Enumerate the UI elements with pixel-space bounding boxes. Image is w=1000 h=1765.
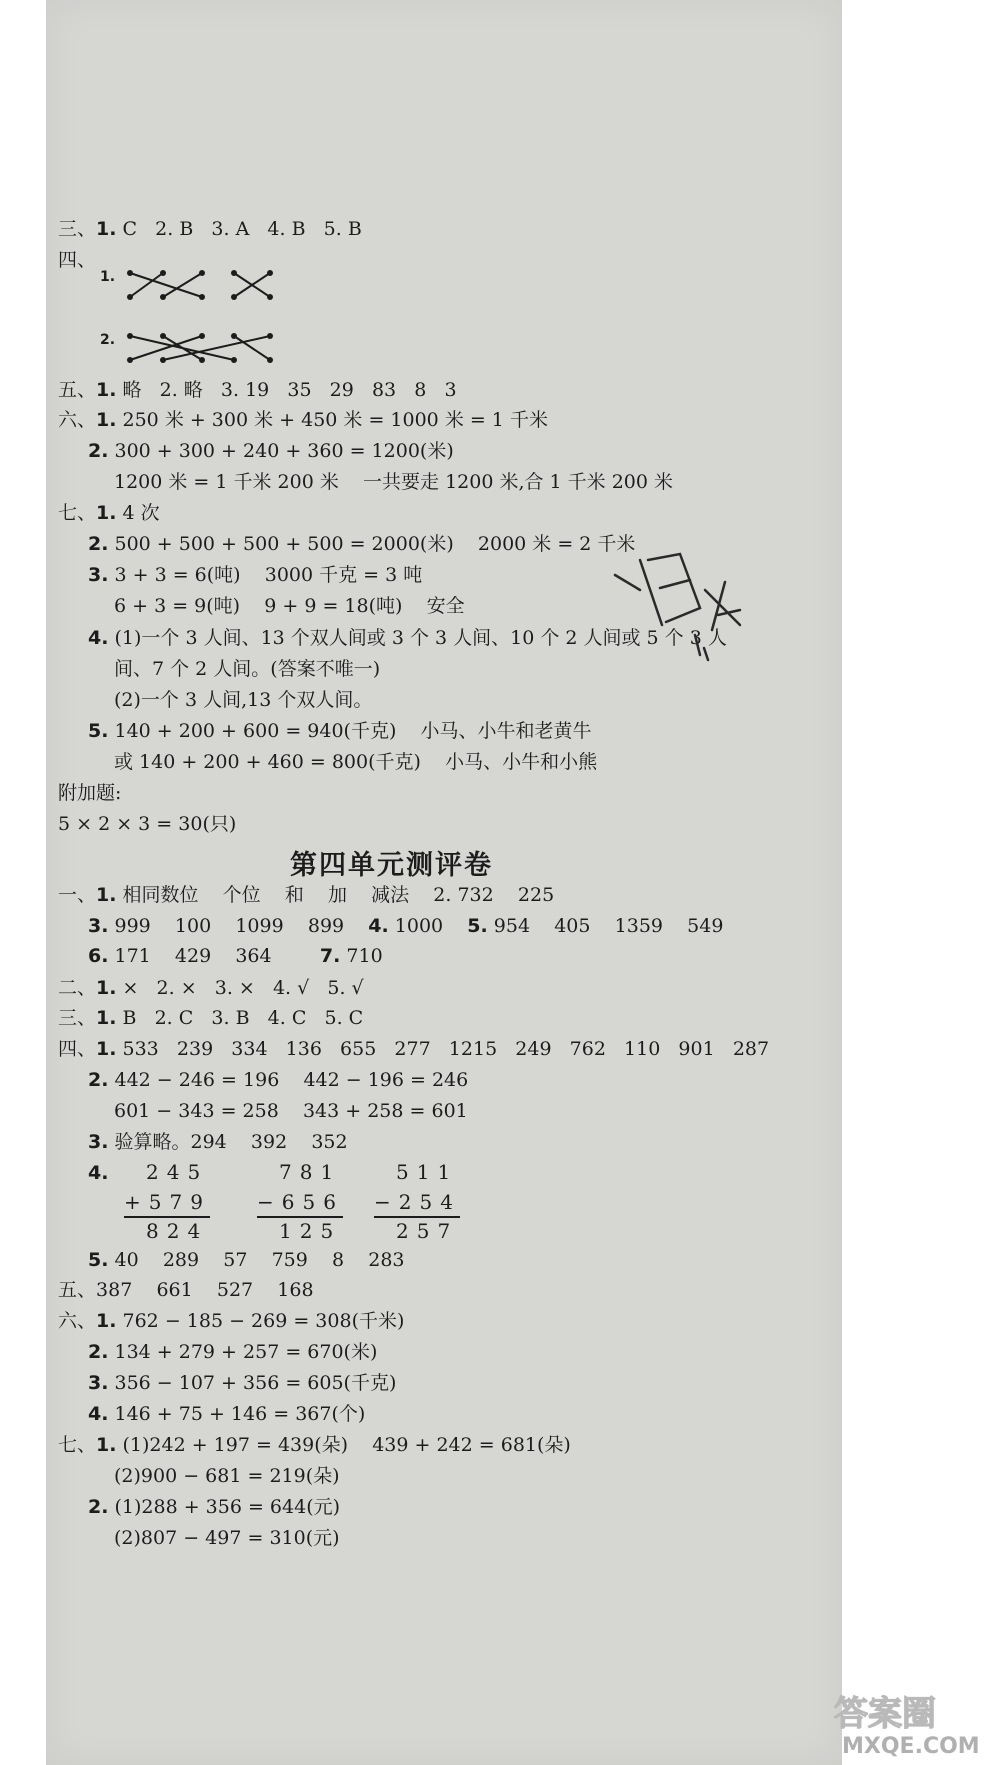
matching-diagram-2 xyxy=(120,328,280,368)
answer-line: 5 × 2 × 3 = 30(只) xyxy=(58,813,237,835)
calc-operand: −656 xyxy=(257,1190,344,1214)
answer-number: 4. xyxy=(88,1162,109,1184)
answer-line: 1200 米 = 1 千米 200 米 一共要走 1200 米,合 1 千米 200 米 xyxy=(114,471,674,493)
answer-line: 二、1. × 2. × 3. × 4. √ 5. √ xyxy=(58,977,364,999)
answer-line: 2. 300 + 300 + 240 + 360 = 1200(米) xyxy=(88,440,454,462)
calc-result: 125 xyxy=(279,1219,342,1243)
watermark-logo xyxy=(828,1687,988,1759)
answer-line: (2)900 − 681 = 219(朵) xyxy=(114,1465,340,1487)
answer-line: 2. 442 − 246 = 196 442 − 196 = 246 xyxy=(88,1069,469,1091)
answer-line: 三、1. C 2. B 3. A 4. B 5. B xyxy=(58,218,362,240)
answer-line: 或 140 + 200 + 460 = 800(千克) 小马、小牛和小熊 xyxy=(114,751,598,773)
answer-line: 2. 134 + 279 + 257 = 670(米) xyxy=(88,1341,378,1363)
answer-line: (2)一个 3 人间,13 个双人间。 xyxy=(114,689,373,711)
calc-operand: +579 xyxy=(124,1190,211,1214)
answer-line: 一、1. 相同数位 个位 和 加 减法 2. 732 225 xyxy=(58,884,555,906)
answer-line: 4. (1)一个 3 人间、13 个双人间或 3 个 3 人间、10 个 2 人间或 5 个 3 人 xyxy=(88,627,727,649)
calc-top: 245 xyxy=(146,1160,209,1184)
answer-line: 3. 验算略。294 392 352 xyxy=(88,1131,348,1153)
answer-line: 五、1. 略 2. 略 3. 19 35 29 83 8 3 xyxy=(58,379,457,401)
watermark-url: MXQE.COM xyxy=(842,1734,980,1759)
calc-result: 257 xyxy=(396,1219,459,1243)
answer-line: 5. 40 289 57 759 8 283 xyxy=(88,1249,405,1271)
answer-line: 3. 999 100 1099 899 4. 1000 5. 954 405 1359 549 xyxy=(88,915,724,937)
diagram-label: 2. xyxy=(100,332,116,348)
answer-line: 3. 3 + 3 = 6(吨) 3000 千克 = 3 吨 xyxy=(88,564,423,586)
pencil-scribble xyxy=(600,530,750,680)
answer-line: 七、1. (1)242 + 197 = 439(朵) 439 + 242 = 681(朵) xyxy=(58,1434,571,1456)
answer-line: 三、1. B 2. C 3. B 4. C 5. C xyxy=(58,1007,364,1029)
answer-line: 5. 140 + 200 + 600 = 940(千克) 小马、小牛和老黄牛 xyxy=(88,720,592,742)
diagram-label: 1. xyxy=(100,269,116,285)
section-title: 第四单元测评卷 xyxy=(290,850,493,881)
calc-result: 824 xyxy=(146,1219,209,1243)
calc-top: 511 xyxy=(396,1160,459,1184)
answer-line: 2. 500 + 500 + 500 + 500 = 2000(米) 2000 米 = 2 千米 xyxy=(88,533,636,555)
answer-line: (2)807 − 497 = 310(元) xyxy=(114,1527,340,1549)
answer-line: 6 + 3 = 9(吨) 9 + 9 = 18(吨) 安全 xyxy=(114,595,465,617)
answer-line: 6. 171 429 364 7. 710 xyxy=(88,945,383,967)
calc-top: 781 xyxy=(279,1160,342,1184)
answer-line: 五、387 661 527 168 xyxy=(58,1279,314,1301)
calc-operand: −254 xyxy=(374,1190,461,1214)
answer-line: 601 − 343 = 258 343 + 258 = 601 xyxy=(114,1100,468,1122)
answer-line: 2. (1)288 + 356 = 644(元) xyxy=(88,1496,341,1518)
answer-line: 间、7 个 2 人间。(答案不唯一) xyxy=(114,658,381,680)
answer-line: 4. 146 + 75 + 146 = 367(个) xyxy=(88,1403,366,1425)
section-marker: 四、 xyxy=(58,249,97,271)
watermark-text: 答案圈 xyxy=(834,1694,936,1734)
answer-line: 四、1. 533 239 334 136 655 277 1215 249 762 110 901 287 xyxy=(58,1038,770,1060)
answer-line: 六、1. 762 − 185 − 269 = 308(千米) xyxy=(58,1310,405,1332)
answer-line: 3. 356 − 107 + 356 = 605(千克) xyxy=(88,1372,397,1394)
matching-diagram-1 xyxy=(120,265,280,305)
extra-question-label: 附加题: xyxy=(58,782,122,804)
answer-line: 七、1. 4 次 xyxy=(58,502,160,524)
answer-line: 六、1. 250 米 + 300 米 + 450 米 = 1000 米 = 1 千米 xyxy=(58,409,548,431)
